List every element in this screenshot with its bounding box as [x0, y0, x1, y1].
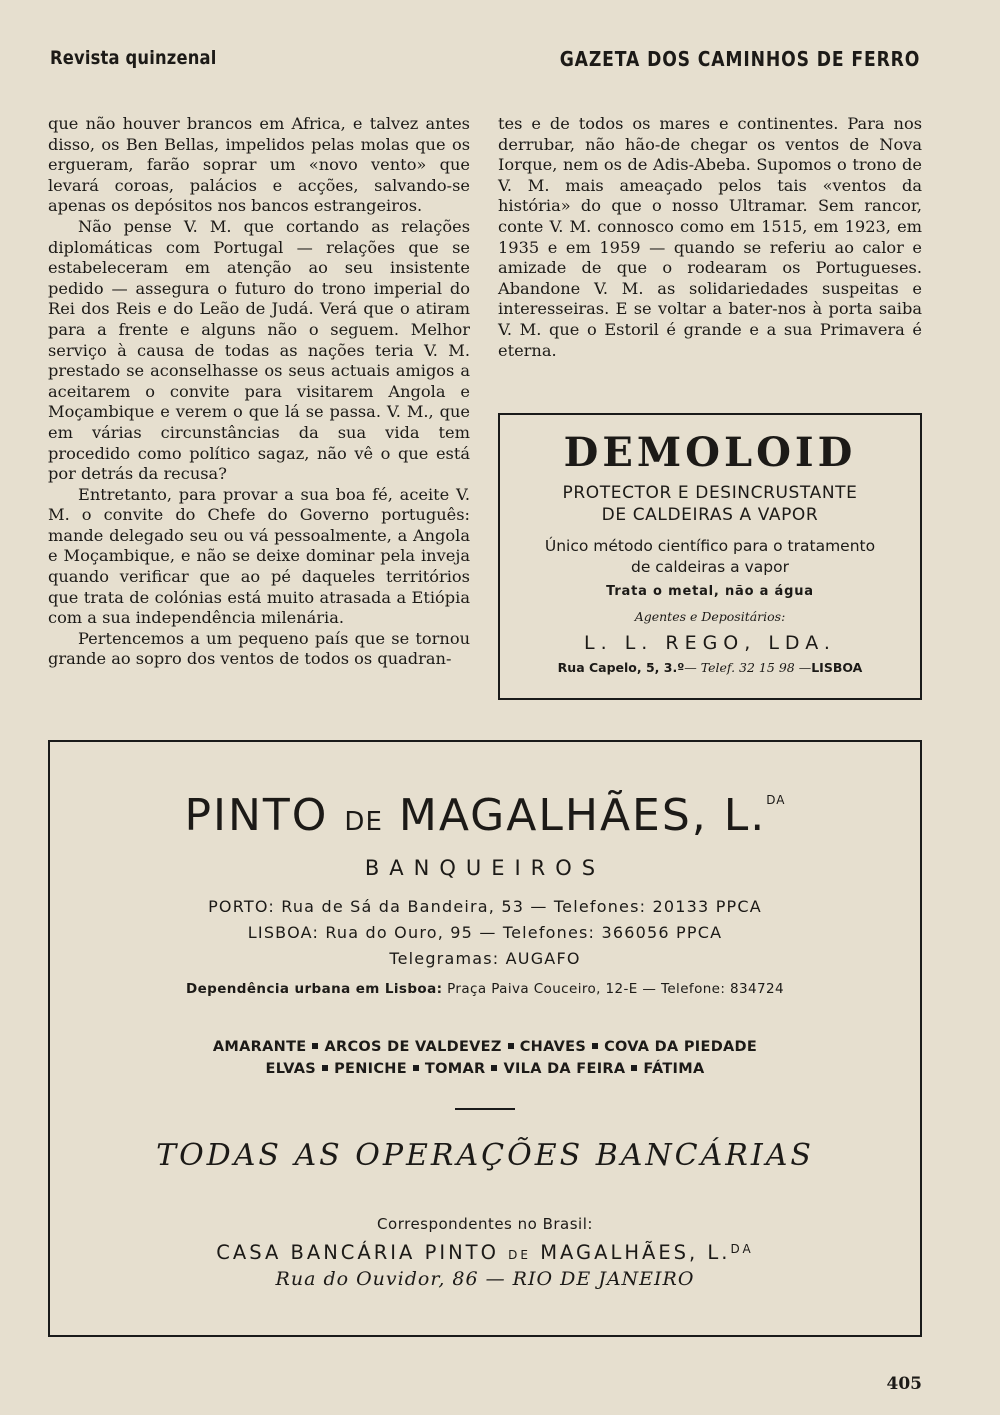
branch-name: COVA DA PIEDADE	[604, 1039, 758, 1055]
divider-rule	[455, 1108, 515, 1110]
branch-row	[50, 1036, 920, 1058]
square-bullet-icon	[508, 1043, 514, 1049]
ad-subtitle	[500, 482, 920, 526]
correspondent-name-part: CASA BANCÁRIA PINTO	[216, 1241, 499, 1264]
article-column-right	[498, 114, 922, 361]
bank-name-part: PINTO	[184, 790, 329, 841]
branch-list	[50, 1036, 920, 1080]
square-bullet-icon	[491, 1065, 497, 1071]
ad-address-city: LISBOA	[811, 660, 863, 675]
paragraph: tes e de todos os mares e continentes. Para nos derrubar, não hão-de chegar os ventos de Nova Iorque, nem os de Adis-Abeba. Supomos o trono de V. M. mais ameaçado pelos tais «ventos da história» do que o nosso Ultramar. Sem rancor, conte V. M. connosco como em 1515, em 1923, em 1935 e em 1959 — quando se referiu ao calor e amizade de que o rodearam os Portugueses. Abandone V. M. as solidariedades suspeitas e interesseiras. E se voltar a bater-nos à porta saiba V. M. que o Estoril é grande e a sua Primavera é eterna.	[498, 114, 922, 360]
paragraph: Entretanto, para provar a sua boa fé, aceite V. M. o convite do Chefe do Governo português: mande delegado seu ou vá pessoalmente, a Angola e Moçambique, e não se deixe dominar pela inveja quando verificar que ao pé daqueles territórios que trata de colónias está muito atrasada a Etiópia com a sua independência milenária.	[48, 484, 470, 628]
ad-description	[500, 536, 920, 578]
ad-description-line: de caldeiras a vapor	[631, 558, 789, 576]
bank-name-part: DE	[344, 807, 383, 837]
bank-name	[50, 776, 920, 846]
branch-name: VILA DA FEIRA	[503, 1061, 626, 1077]
ad-agents-label: Agentes e Depositários:	[634, 609, 786, 624]
branch-name: AMARANTE	[212, 1039, 307, 1055]
ad-address	[500, 660, 920, 675]
ad-description-line: Único método científico para o tratamento	[544, 537, 876, 555]
square-bullet-icon	[413, 1065, 419, 1071]
ad-slogan: Trata o metal, não a água	[606, 584, 814, 599]
branch-name: ELVAS	[265, 1061, 317, 1077]
porto-address: PORTO: Rua de Sá da Bandeira, 53 — Telefones: 20133 PPCA	[208, 897, 762, 916]
urban-branch-label: Dependência urbana em Lisboa:	[186, 981, 443, 997]
bank-contacts	[50, 894, 920, 1002]
correspondent-name-suffix: DA	[730, 1242, 754, 1256]
bank-name-part: MAGALHÃES, L.	[398, 790, 767, 841]
branch-row	[50, 1058, 920, 1080]
ad-company-name: L. L. REGO, LDA.	[584, 632, 836, 654]
ad-subtitle-line: DE CALDEIRAS A VAPOR	[601, 505, 819, 525]
telegram-address: Telegramas: AUGAFO	[389, 949, 581, 968]
urban-branch-address: Praça Paiva Couceiro, 12-E — Telefone: 834724	[447, 981, 784, 997]
square-bullet-icon	[592, 1043, 598, 1049]
correspondent-name-part: DE	[508, 1248, 531, 1262]
ad-address-street: Rua Capelo, 5, 3.º	[557, 660, 685, 675]
branch-name: FÁTIMA	[643, 1061, 705, 1077]
correspondents-label: Correspondentes no Brasil:	[377, 1215, 593, 1233]
bank-name-suffix: DA	[766, 793, 786, 807]
operations-slogan: TODAS AS OPERAÇÕES BANCÁRIAS	[156, 1138, 814, 1173]
demoloid-advertisement	[498, 413, 922, 700]
brazil-correspondent	[50, 1241, 920, 1264]
ad-address-phone: — Telef. 32 15 98 —	[684, 660, 812, 675]
article-column-left	[48, 114, 470, 670]
running-header-right: GAZETA DOS CAMINHOS DE FERRO	[559, 47, 920, 71]
correspondent-name-part: MAGALHÃES, L.	[540, 1241, 731, 1264]
pinto-magalhaes-advertisement	[48, 740, 922, 1337]
square-bullet-icon	[631, 1065, 637, 1071]
branch-name: TOMAR	[424, 1061, 486, 1077]
ad-subtitle-line: PROTECTOR E DESINCRUSTANTE	[562, 483, 858, 503]
bank-role: BANQUEIROS	[364, 856, 606, 880]
branch-name: ARCOS DE VALDEVEZ	[324, 1039, 502, 1055]
urban-branch	[50, 976, 920, 1002]
lisboa-address: LISBOA: Rua do Ouro, 95 — Telefones: 366056 PPCA	[247, 923, 723, 942]
branch-name: PENICHE	[334, 1061, 407, 1077]
paragraph: Não pense V. M. que cortando as relações diplomáticas com Portugal — relações que se estabeleceram em atenção ao seu insistente pedido — assegura o futuro do trono imperial do Rei dos Reis e do Leão de Judá. Verá que o atiram para a frente e alguns não o seguem. Melhor serviço à causa de todas as nações teria V. M. prestado se aconselhasse os seus actuais amigos a aceitarem o convite para visitarem Angola e Moçambique e verem o que lá se passa. V. M., que em várias circunstâncias da sua vida tem procedido como político sagaz, não vê o que está por detrás da recusa?	[48, 216, 470, 484]
paragraph: que não houver brancos em Africa, e talvez antes disso, os Ben Bellas, impelidos pelas molas que os ergueram, farão soprar um «novo vento» que levará coroas, palácios e acções, salvando-se apenas os depósitos nos bancos estrangeiros.	[48, 114, 470, 216]
running-header-left: Revista quinzenal	[50, 47, 217, 69]
square-bullet-icon	[312, 1043, 318, 1049]
paragraph: Pertencemos a um pequeno país que se tornou grande ao sopro dos ventos de todos os quadran-	[48, 628, 470, 669]
page-number: 405	[886, 1374, 922, 1394]
rio-address: Rua do Ouvidor, 86 — RIO DE JANEIRO	[275, 1268, 695, 1290]
square-bullet-icon	[322, 1065, 328, 1071]
branch-name: CHAVES	[519, 1039, 587, 1055]
ad-title: DEMOLOID	[563, 429, 857, 476]
